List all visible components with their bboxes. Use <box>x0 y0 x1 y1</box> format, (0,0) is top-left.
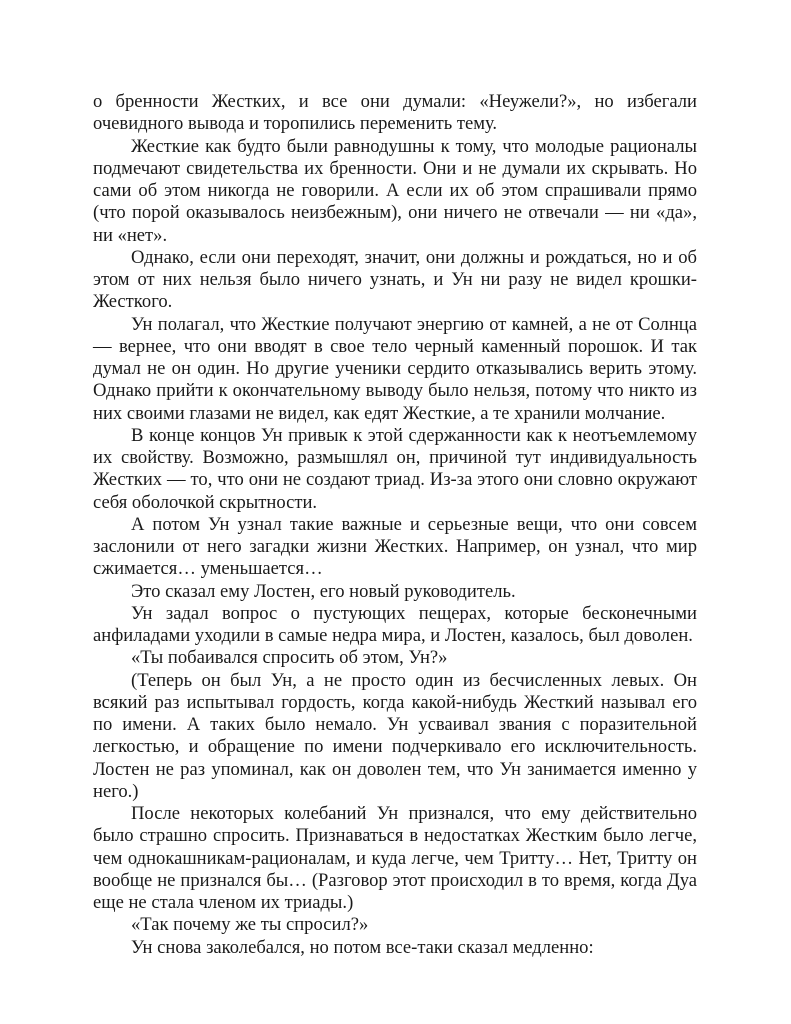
paragraph-dialogue: «Так почему же ты спросил?» <box>131 914 369 936</box>
paragraph: Однако, если они переходят, значит, они должны и рождаться, но и об этом от них нельзя было ничего узнать, и Ун ни разу не видел крошки-Жесткого. <box>93 246 697 313</box>
paragraph: Ун снова заколебался, но потом все-таки сказал медленно: <box>131 936 594 958</box>
document-page <box>93 91 697 959</box>
paragraph-dialogue: «Ты побаивался спросить об этом, Ун?» <box>131 647 448 669</box>
paragraph: Ун задал вопрос о пустующих пещерах, которые бесконечными анфиладами уходили в самые недра мира, и Лостен, казалось, был доволен. <box>93 602 697 646</box>
paragraph: После некоторых колебаний Ун признался, что ему действительно было страшно спросить. Признаваться в недостатках Жестким было легче, чем однокашникам-рационалам, и куда легче, чем Тритту… Нет, Тритту он вообще не признался бы… (Разговор этот происходил в то время, когда Дуа еще не стала членом их триады.) <box>93 803 697 913</box>
paragraph-continuation: о бренности Жестких, и все они думали: «Неужели?», но избегали очевидного вывода и торопились переменить тему. <box>93 91 697 135</box>
paragraph: В конце концов Ун привык к этой сдержанности как к неотъемлемому их свойству. Возможно, размышлял он, причиной тут индивидуальность Жестких — то, что они не создают триад. Из-за этого они словно окружают себя оболочкой скрытности. <box>93 424 697 513</box>
paragraph: Жесткие как будто были равнодушны к тому, что молодые рационалы подмечают свидетельства их бренности. Они и не думали их скрывать. Но сами об этом никогда не говорили. А если их об этом спрашивали прямо (что порой оказывалось неизбежным), они ничего не отвечали — ни «да», ни «нет». <box>93 135 697 246</box>
paragraph: Ун полагал, что Жесткие получают энергию от камней, а не от Солнца — вернее, что они вводят в свое тело черный каменный порошок. И так думал не он один. Но другие ученики сердито отказывались верить этому. Однако прийти к окончательному выводу было нельзя, потому что никто из них своими глазами не видел, как едят Жесткие, а те хранили молчание. <box>93 313 697 424</box>
paragraph: (Теперь он был Ун, а не просто один из бесчисленных левых. Он всякий раз испытывал гордость, когда какой-нибудь Жесткий называл его по имени. А таких было немало. Ун усваивал звания с поразительной легкостью, и обращение по имени подчеркивало его исключительность. Лостен не раз упоминал, как он доволен тем, что Ун занимается именно у него.) <box>93 669 697 802</box>
paragraph: Это сказал ему Лостен, его новый руководитель. <box>131 580 516 602</box>
paragraph: А потом Ун узнал такие важные и серьезные вещи, что они совсем заслонили от него загадки жизни Жестких. Например, он узнал, что мир сжимается… уменьшается… <box>93 513 697 580</box>
